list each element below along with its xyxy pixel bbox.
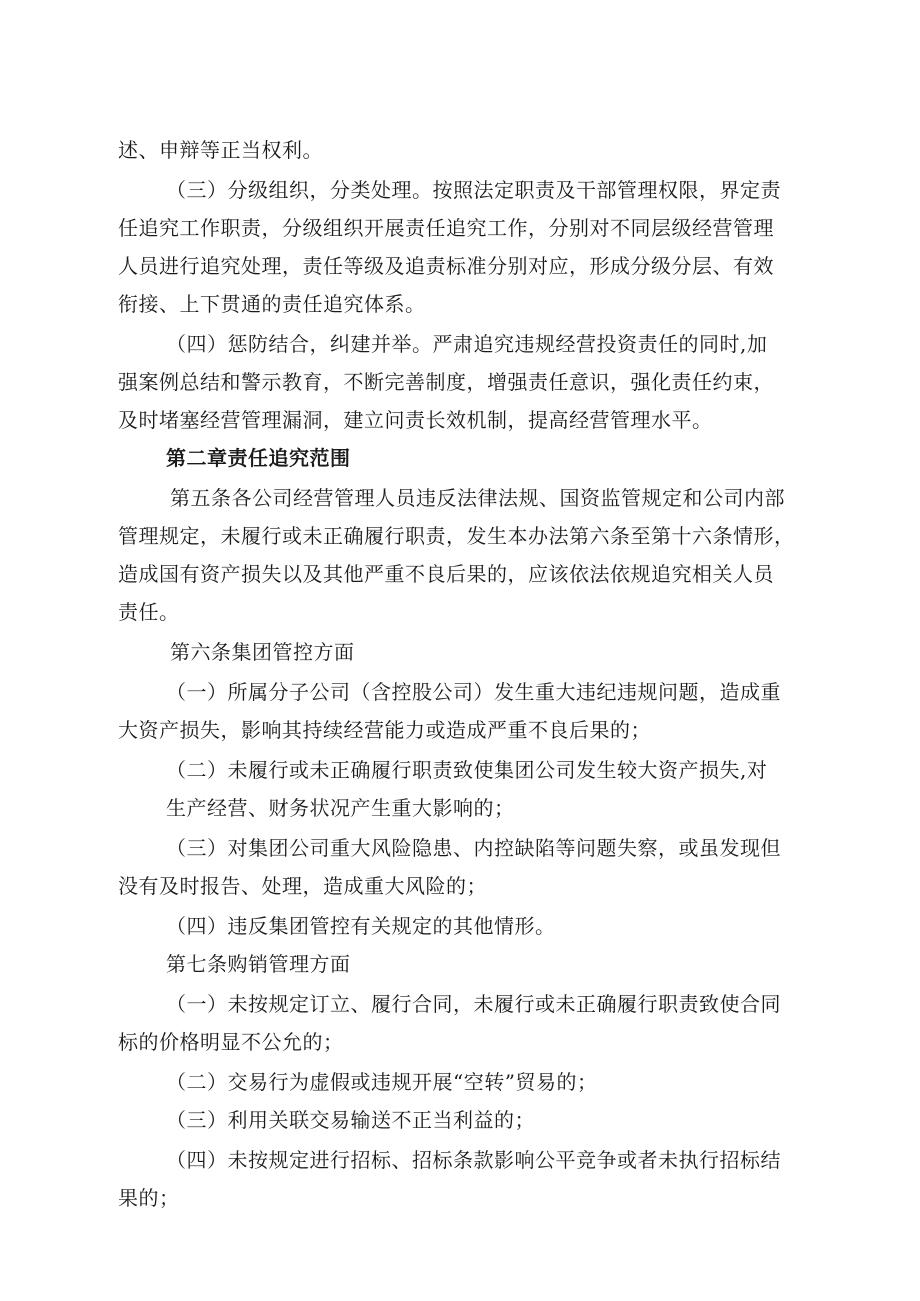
article-5-line-3: 造成国有资产损失以及其他严重不良后果的，应该依法依规追究相关人员: [118, 562, 774, 586]
article-7-item-4-line-1: （四）未按规定进行招标、招标条款影响公平竞争或者未执行招标结: [166, 1148, 781, 1172]
article-5-line-4: 责任。: [118, 600, 180, 624]
article-7-item-4-line-2: 果的；: [118, 1186, 180, 1210]
article-7-item-1-line-2: 标的价格明显不公允的；: [118, 1030, 344, 1054]
article-7-item-1-line-1: （一）未按规定订立、履行合同，未履行或未正确履行职责致使合同: [166, 992, 781, 1016]
body-line-continuation: 述、申辩等正当权利。: [118, 138, 323, 162]
article-7-heading: 第七条购销管理方面: [166, 952, 351, 976]
clause-4-line-3: 及时堵塞经营管理漏洞，建立问责长效机制，提高经营管理水平。: [118, 408, 713, 432]
chapter-2-heading: 第二章责任追究范围: [166, 446, 351, 470]
article-6-item-3-line-1: （三）对集团公司重大风险隐患、内控缺陷等问题失察，或虽发现但: [166, 836, 781, 860]
article-6-item-1-line-1: （一）所属分子公司（含控股公司）发生重大违纪违规问题，造成重: [166, 680, 781, 704]
clause-4-line-2: 强案例总结和警示教育，不断完善制度，增强责任意识，强化责任约束，: [118, 370, 774, 394]
article-6-item-2-line-2: 生产经营、财务状况产生重大影响的；: [166, 796, 515, 820]
article-6-item-3-line-2: 没有及时报告、处理，造成重大风险的；: [118, 874, 487, 898]
article-7-item-3: （三）利用关联交易输送不正当利益的；: [166, 1108, 535, 1132]
clause-3-line-1: （三）分级组织，分类处理。按照法定职责及干部管理权限，界定责: [166, 178, 781, 202]
article-7-item-2: （二）交易行为虚假或违规开展“空转”贸易的；: [166, 1070, 598, 1094]
article-6-heading: 第六条集团管控方面: [170, 640, 355, 664]
clause-4-line-1: （四）惩防结合，纠建并举。严肃追究违规经营投资责任的同时,加: [166, 332, 768, 356]
article-5-line-2: 管理规定，未履行或未正确履行职责，发生本办法第六条至第十六条情形，: [118, 524, 795, 548]
clause-3-line-4: 衔接、上下贯通的责任追究体系。: [118, 292, 426, 316]
clause-3-line-3: 人员进行追究处理，责任等级及追责标准分别对应，形成分级分层、有效: [118, 254, 774, 278]
article-6-item-4: （四）违反集团管控有关规定的其他情形。: [166, 914, 556, 938]
clause-3-line-2: 任追究工作职责，分级组织开展责任追究工作，分别对不同层级经营管理: [118, 216, 774, 240]
article-6-item-2-line-1: （二）未履行或未正确履行职责致使集团公司发生较大资产损失,对: [166, 758, 768, 782]
article-6-item-1-line-2: 大资产损失，影响其持续经营能力或造成严重不良后果的；: [118, 718, 651, 742]
article-5-line-1: 第五条各公司经营管理人员违反法律法规、国资监管规定和公司内部: [170, 486, 785, 510]
